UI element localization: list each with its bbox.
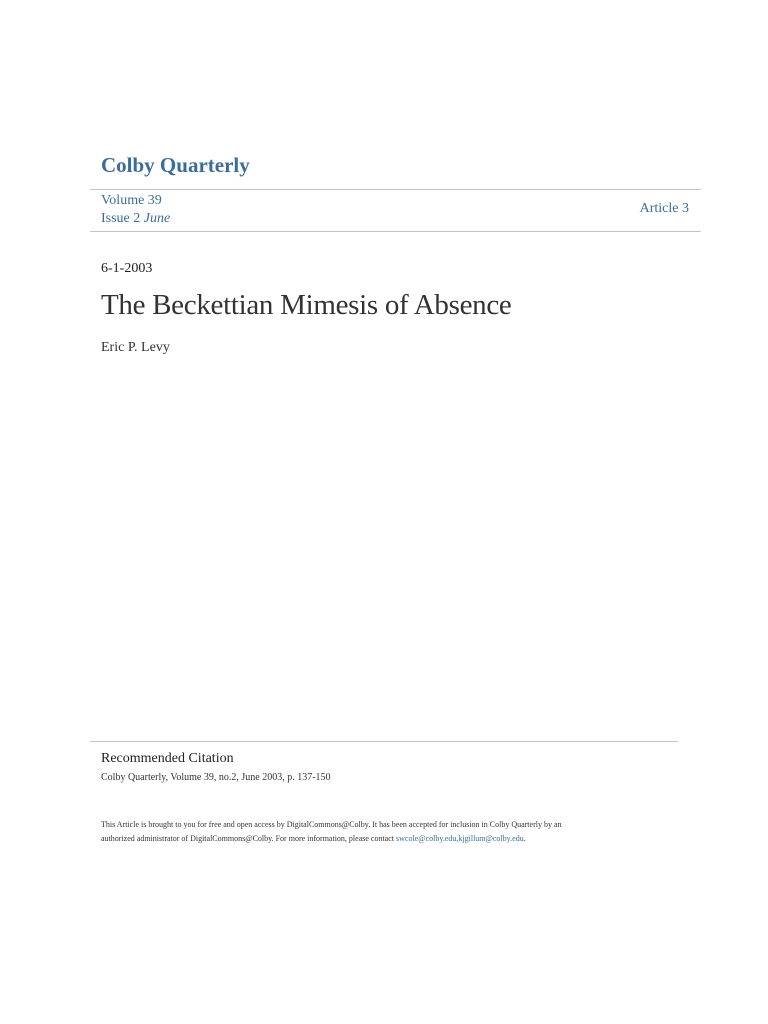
issue-info-bar — [90, 189, 701, 232]
access-notice — [101, 818, 661, 846]
author-name: Eric P. Levy — [101, 340, 170, 355]
issue-link[interactable] — [101, 211, 170, 227]
issue-month: June — [143, 211, 171, 226]
issue-number: Issue 2 — [101, 211, 141, 226]
journal-title-link[interactable]: Colby Quarterly — [101, 153, 250, 177]
access-notice-period: . — [523, 834, 526, 843]
publication-date: 6-1-2003 — [101, 261, 153, 276]
citation-heading: Recommended Citation — [101, 751, 234, 766]
access-notice-line-2 — [101, 832, 661, 846]
volume-link[interactable]: Volume 39 — [101, 193, 162, 208]
access-notice-line-1: This Article is brought to you for free and open access by DigitalCommons@Colby. It has been accepted for inclusion in Colby Quarterly by an — [101, 820, 562, 829]
citation-text: Colby Quarterly, Volume 39, no.2, June 2003, p. 137-150 — [101, 772, 331, 783]
recommended-citation-section — [90, 741, 678, 783]
article-title: The Beckettian Mimesis of Absence — [101, 289, 512, 321]
contact-email-link[interactable]: swcole@colby.edu,kjgillum@colby.edu — [396, 834, 524, 843]
access-notice-line-2-text: authorized administrator of DigitalCommons@Colby. For more information, please contact — [101, 834, 397, 843]
article-number-link[interactable]: Article 3 — [639, 201, 689, 216]
